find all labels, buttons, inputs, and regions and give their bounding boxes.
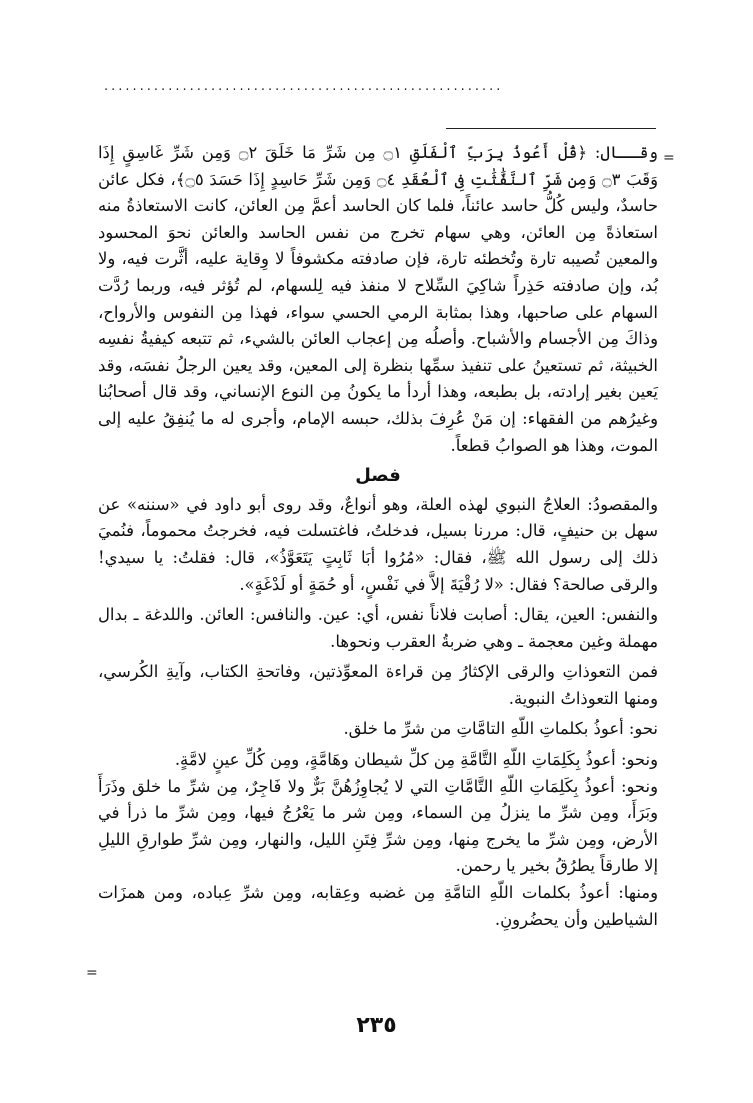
paragraph-example-3: ونحو: أعوذُ بِكَلِمَاتِ اللّهِ التَّامَّاتِ التي لا يُجاوِزُهُنَّ بَرٌّ ولا فَاجِرٌ، مِن شرِّ ما خلق وذَرَأَ وبَرَأَ، ومِن شرِّ ما ينزلُ مِن السماء، ومِن شر ما يَعْرُجُ فيها، ومِن شرِّ ما ذرأ في الأرض، ومِن شرِّ ما يخرج مِنها، ومِن شرِّ فِتَنِ الليل، والنهار، ومِن شرِّ طوارقِ الليلِ إلا طارقاً يطرُقُ بخير يا رحمن. [98,776,658,876]
paragraph-definitions: والنفس: العين، يقال: أصابت فلاناً نفس، أي: عين. والنافس: العائن. واللدغة ـ بدال مهملة وغين معجمة ـ وهي ضربةُ العقرب ونحوها. [98,605,658,651]
margin-mark-top: = [663,150,675,166]
margin-mark-bottom: = [86,965,98,981]
section-heading: فصل [355,465,401,487]
paragraph-example-4: ومنها: أعوذُ بكلمات اللّهِ التامَّةِ مِن غضبه وعِقابه، ومِن شرِّ عِباده، ومن همزَات الشياطين وأن يحضُرونِ. [98,883,658,929]
body-text [98,140,658,933]
header-dotted-line: ........................................................ [104,82,504,92]
paragraph-example-2: ونحو: أعوذُ بِكَلِمَاتِ اللّهِ التَّامَّةِ مِن كلِّ شيطان وهَامَّةٍ، ومِن كُلِّ عينٍ لامَّةٍ. [174,750,658,770]
paragraph-hadith: والمقصودُ: العلاجُ النبوي لهذه العلة، وهو أنواعٌ، وقد روى أبو داود في «سننه» عن سهل بن حنيفٍ، قال: مررنا بسيل، فدخلتُ، فاغتسلت فيه، فخرجتُ محموماً، فنُميَ ذلك إلى رسول الله ﷺ، فقال: «مُرُوا أبَا ثَابِتٍ يَتَعَوَّذُ»، قال: فقلتُ: يا سيدي! والرقى صالحة؟ فقال: «لا رُقْيَةَ إلاَّ في نَفْسٍ، أو حُمَةٍ أو لَدْغَةٍ». [98,494,658,594]
paragraph-example-1: نحو: أعوذُ بكلماتِ اللّهِ التامَّاتِ من شرِّ ما خلق. [343,719,658,739]
paragraph-taawudhat: فمن التعوذاتِ والرقى الإكثارُ مِن قراءة المعوِّذتين، وفاتحةِ الكتاب، وآيةِ الكُرسي، ومنها التعوذاتُ النبوية. [98,662,658,708]
paragraph-quran-quote: وقــال: ﴿قُلْ أَعُوذُ بِرَبِّ ٱلْفَلَقِ ۝١ مِن شَرِّ مَا خَلَقَ ۝٢ وَمِن شَرِّ غَاسِقٍ إِذَا وَقَبَ ۝٣ وَمِن شَرِّ ٱلنَّفَّٰثَٰتِ فِى ٱلْعُقَدِ ۝٤ وَمِن شَرِّ حَاسِدٍ إِذَا حَسَدَ ۝٥﴾، فكل عائن حاسدٌ، وليس كُلُّ حاسد عائناً، فلما كان الحاسد أعمَّ مِن العائن، كانت الاستعاذةُ منه استعاذةً مِن العائن، وهي سهام تخرج من نفس الحاسد والعائن نحوَ المحسود والمعين تُصيبه تارة وتُخطئه تارة، فإن صادفته مكشوفاً لا وِقاية عليه، أثَّرت فيه، ولا بُد، وإن صادفته حَذِراً شاكِيَ السِّلاح لا منفذ فيه لِلسهام، لم تُؤثر فيه، وربما رُدَّت السهام على صاحبها، وهذا بمثابة الرمي الحسي سواء، فهذا مِن النفوس والأرواح، وذاكَ مِن الأجسام والأشباح. وأصلُه مِن إعجاب العائن بالشيء، ثم تتبعه كيفيةُ نفسِه الخبيثة، ثم تستعينُ على تنفيذ سمِّها بنظرة إلى المعين، وقد يعين الرجلُ نفسَه، وقد يَعين بغير إرادته، بل بطبعه، وهذا أردأ ما يكونُ مِن النوع الإنساني، وقد قال أصحابُنا وغيرُهم من الفقهاء: إن مَنْ عُرِفَ بذلك، حبسه الإمام، وأجرى له ما يُنفِقُ عليه إلى الموت، وهذا هو الصوابُ قطعاً. [98,143,659,455]
header-rule [446,128,656,129]
page-number: ٢٣٥ [356,1013,397,1038]
